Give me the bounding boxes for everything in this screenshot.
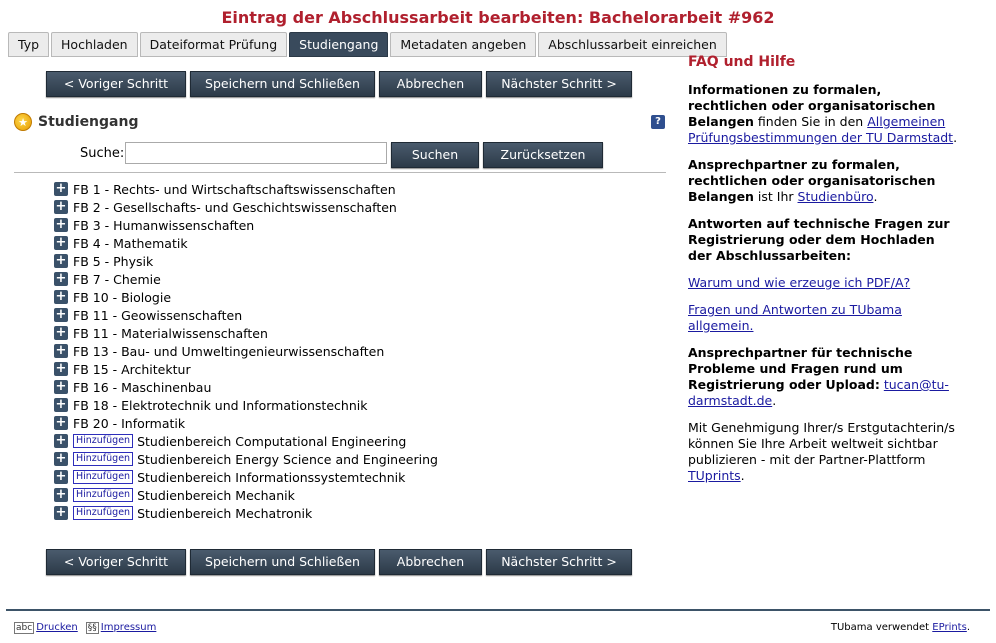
expand-plus-icon[interactable]: + <box>55 289 67 304</box>
tree-item-label: FB 2 - Gesellschafts- und Geschichtswissenschaften <box>73 199 397 215</box>
tree-row <box>54 414 438 432</box>
tubama-faq-link[interactable]: Fragen und Antworten zu TUbama allgemein. <box>688 302 902 333</box>
tree-row <box>54 252 438 270</box>
faq-text: . <box>740 468 745 483</box>
step-tabs <box>8 32 729 56</box>
studienbuero-link[interactable]: Studienbüro <box>797 189 874 204</box>
expand-plus-icon[interactable]: + <box>55 415 67 430</box>
tucan-email-link[interactable]: tucan@tu-darmstadt.de <box>688 377 949 408</box>
expand-plus-icon[interactable]: + <box>55 307 67 322</box>
next-step-button-bottom[interactable]: Nächster Schritt > <box>486 549 632 575</box>
expand-plus-icon[interactable]: + <box>55 505 67 520</box>
faq-paragraph-7 <box>688 420 958 484</box>
faq-paragraph-5 <box>688 302 958 334</box>
tree-row <box>54 378 438 396</box>
faq-bold: Ansprechpartner zu formalen, rechtlichen oder organisatorischen Belangen <box>688 157 936 204</box>
tree-item-label: Studienbereich Computational Engineering <box>137 433 407 449</box>
faq-text: Mit Genehmigung Ihrer/s Erstgutachterin/s können Sie Ihre Arbeit weltweit sichtbar publizieren - mit der Partner-Plattform <box>688 420 955 467</box>
faq-paragraph-6 <box>688 345 958 409</box>
expand-plus-icon[interactable]: + <box>55 235 67 250</box>
save-close-button[interactable]: Speichern und Schließen <box>190 71 375 97</box>
tree-item-label: FB 4 - Mathematik <box>73 235 188 251</box>
faq-bold: Ansprechpartner für technische Probleme und Fragen rund um Registrierung oder Upload: <box>688 345 913 392</box>
faq-bold: Informationen zu formalen, rechtlichen oder organisatorischen Belangen <box>688 82 936 129</box>
reset-button[interactable]: Zurücksetzen <box>483 142 603 168</box>
tree-item-label: FB 20 - Informatik <box>73 415 186 431</box>
footer-divider <box>6 609 990 611</box>
next-step-button[interactable]: Nächster Schritt > <box>486 71 632 97</box>
section-title-label: Studiengang <box>38 114 139 130</box>
star-icon: ★ <box>14 113 32 131</box>
tree-item-label: FB 10 - Biologie <box>73 289 172 305</box>
save-close-button-bottom[interactable]: Speichern und Schließen <box>190 549 375 575</box>
top-button-row <box>46 71 636 97</box>
faq-title: FAQ und Hilfe <box>688 54 796 70</box>
tree-row <box>54 396 438 414</box>
tree-row <box>54 468 438 486</box>
tab-typ[interactable]: Typ <box>8 32 49 57</box>
cancel-button[interactable]: Abbrechen <box>379 71 482 97</box>
section-title <box>14 113 138 131</box>
tree-row <box>54 306 438 324</box>
expand-plus-icon[interactable]: + <box>55 361 67 376</box>
page-title: Eintrag der Abschlussarbeit bearbeiten: Bachelorarbeit #962 <box>221 8 775 27</box>
faq-paragraph-2 <box>688 157 958 205</box>
expand-plus-icon[interactable]: + <box>55 469 67 484</box>
tree-item-label: FB 7 - Chemie <box>73 271 161 287</box>
prev-step-button-bottom[interactable]: < Voriger Schritt <box>46 549 186 575</box>
tree-row <box>54 342 438 360</box>
tree-row <box>54 486 438 504</box>
expand-plus-icon[interactable]: + <box>55 217 67 232</box>
tree-item-label: FB 18 - Elektrotechnik und Informationstechnik <box>73 397 368 413</box>
tree-item-label: FB 15 - Architektur <box>73 361 191 377</box>
add-button[interactable]: Hinzufügen <box>73 452 133 466</box>
tree-row <box>54 360 438 378</box>
tree-item-label: FB 13 - Bau- und Umweltingenieurwissenschaften <box>73 343 385 359</box>
expand-plus-icon[interactable]: + <box>55 487 67 502</box>
expand-plus-icon[interactable]: + <box>55 253 67 268</box>
faq-text: . <box>772 393 777 408</box>
add-button[interactable]: Hinzufügen <box>73 470 133 484</box>
tree-item-label: Studienbereich Energy Science and Engineering <box>137 451 438 467</box>
expand-plus-icon[interactable]: + <box>55 451 67 466</box>
tree-item-label: FB 11 - Geowissenschaften <box>73 307 243 323</box>
tree-item-label: Studienbereich Informationssystemtechnik <box>137 469 406 485</box>
expand-plus-icon[interactable]: + <box>55 271 67 286</box>
tree-row <box>54 288 438 306</box>
help-icon[interactable]: ? <box>651 115 665 129</box>
faq-text: . <box>953 130 958 145</box>
expand-plus-icon[interactable]: + <box>55 325 67 340</box>
add-button[interactable]: Hinzufügen <box>73 434 133 448</box>
pruefungsbestimmungen-link[interactable]: Allgemeinen Prüfungsbestimmungen der TU Darmstadt <box>688 114 954 145</box>
tree-item-label: FB 5 - Physik <box>73 253 154 269</box>
faq-paragraph-4 <box>688 275 958 291</box>
divider <box>14 172 666 173</box>
faq-text: ist Ihr <box>753 189 798 204</box>
faq-text: finden Sie in den <box>753 114 868 129</box>
expand-plus-icon[interactable]: + <box>55 181 67 196</box>
tree-item-label: Studienbereich Mechatronik <box>137 505 313 521</box>
search-button-row <box>391 142 607 168</box>
faq-paragraph-3 <box>688 216 958 264</box>
search-button[interactable]: Suchen <box>391 142 479 168</box>
expand-plus-icon[interactable]: + <box>55 397 67 412</box>
add-button[interactable]: Hinzufügen <box>73 488 133 502</box>
cancel-button-bottom[interactable]: Abbrechen <box>379 549 482 575</box>
prev-step-button[interactable]: < Voriger Schritt <box>46 71 186 97</box>
faq-text: . <box>873 189 878 204</box>
tree-row <box>54 180 438 198</box>
tree-row <box>54 324 438 342</box>
expand-plus-icon[interactable]: + <box>55 379 67 394</box>
tree-row <box>54 504 438 522</box>
faq-panel <box>688 54 958 495</box>
tree-row <box>54 198 438 216</box>
print-link[interactable]: Drucken <box>36 622 78 633</box>
print-link-group <box>14 622 78 633</box>
tree-item-label: FB 11 - Materialwissenschaften <box>73 325 268 341</box>
expand-plus-icon[interactable]: + <box>55 199 67 214</box>
tab-abschlussarbeit-einreichen[interactable]: Abschlussarbeit einreichen <box>538 32 727 57</box>
eprints-link[interactable]: EPrints <box>932 622 967 633</box>
faq-paragraph-1 <box>688 82 958 146</box>
tree-row <box>54 270 438 288</box>
tree-row <box>54 450 438 468</box>
impressum-link-group <box>86 622 157 633</box>
tree-item-label: FB 1 - Rechts- und Wirtschaftschaftswissenschaften <box>73 181 396 197</box>
pdfa-link[interactable]: Warum und wie erzeuge ich PDF/A? <box>688 275 911 290</box>
tree-row <box>54 216 438 234</box>
search-input[interactable] <box>125 142 387 164</box>
tuprints-link[interactable]: TUprints <box>688 468 741 483</box>
expand-plus-icon[interactable]: + <box>55 343 67 358</box>
footer-links <box>14 622 156 633</box>
faq-bold: Antworten auf technische Fragen zur Registrierung oder dem Hochladen der Abschlussarbeiten: <box>688 216 950 263</box>
tab-hochladen[interactable]: Hochladen <box>51 32 138 57</box>
tree-row <box>54 234 438 252</box>
add-button[interactable]: Hinzufügen <box>73 506 133 520</box>
footer-credit <box>831 622 970 633</box>
tree-row <box>54 432 438 450</box>
tree-item-label: Studienbereich Mechanik <box>137 487 295 503</box>
print-icon: abc <box>16 623 33 633</box>
expand-plus-icon[interactable]: + <box>55 433 67 448</box>
tab-metadaten[interactable]: Metadaten angeben <box>390 32 536 57</box>
tab-dateiformat-pruefung[interactable]: Dateiformat Prüfung <box>140 32 288 57</box>
impressum-link[interactable]: Impressum <box>100 622 157 633</box>
study-tree <box>54 180 438 522</box>
bottom-button-row <box>46 549 636 575</box>
tree-item-label: FB 16 - Maschinenbau <box>73 379 212 395</box>
tree-item-label: FB 3 - Humanwissenschaften <box>73 217 255 233</box>
search-label: Suche: <box>80 146 125 161</box>
footer-credit-end: . <box>966 622 970 633</box>
impressum-icon: §§ <box>87 623 97 633</box>
footer-credit-text: TUbama verwendet <box>830 622 933 633</box>
tab-studiengang[interactable]: Studiengang <box>289 32 388 57</box>
